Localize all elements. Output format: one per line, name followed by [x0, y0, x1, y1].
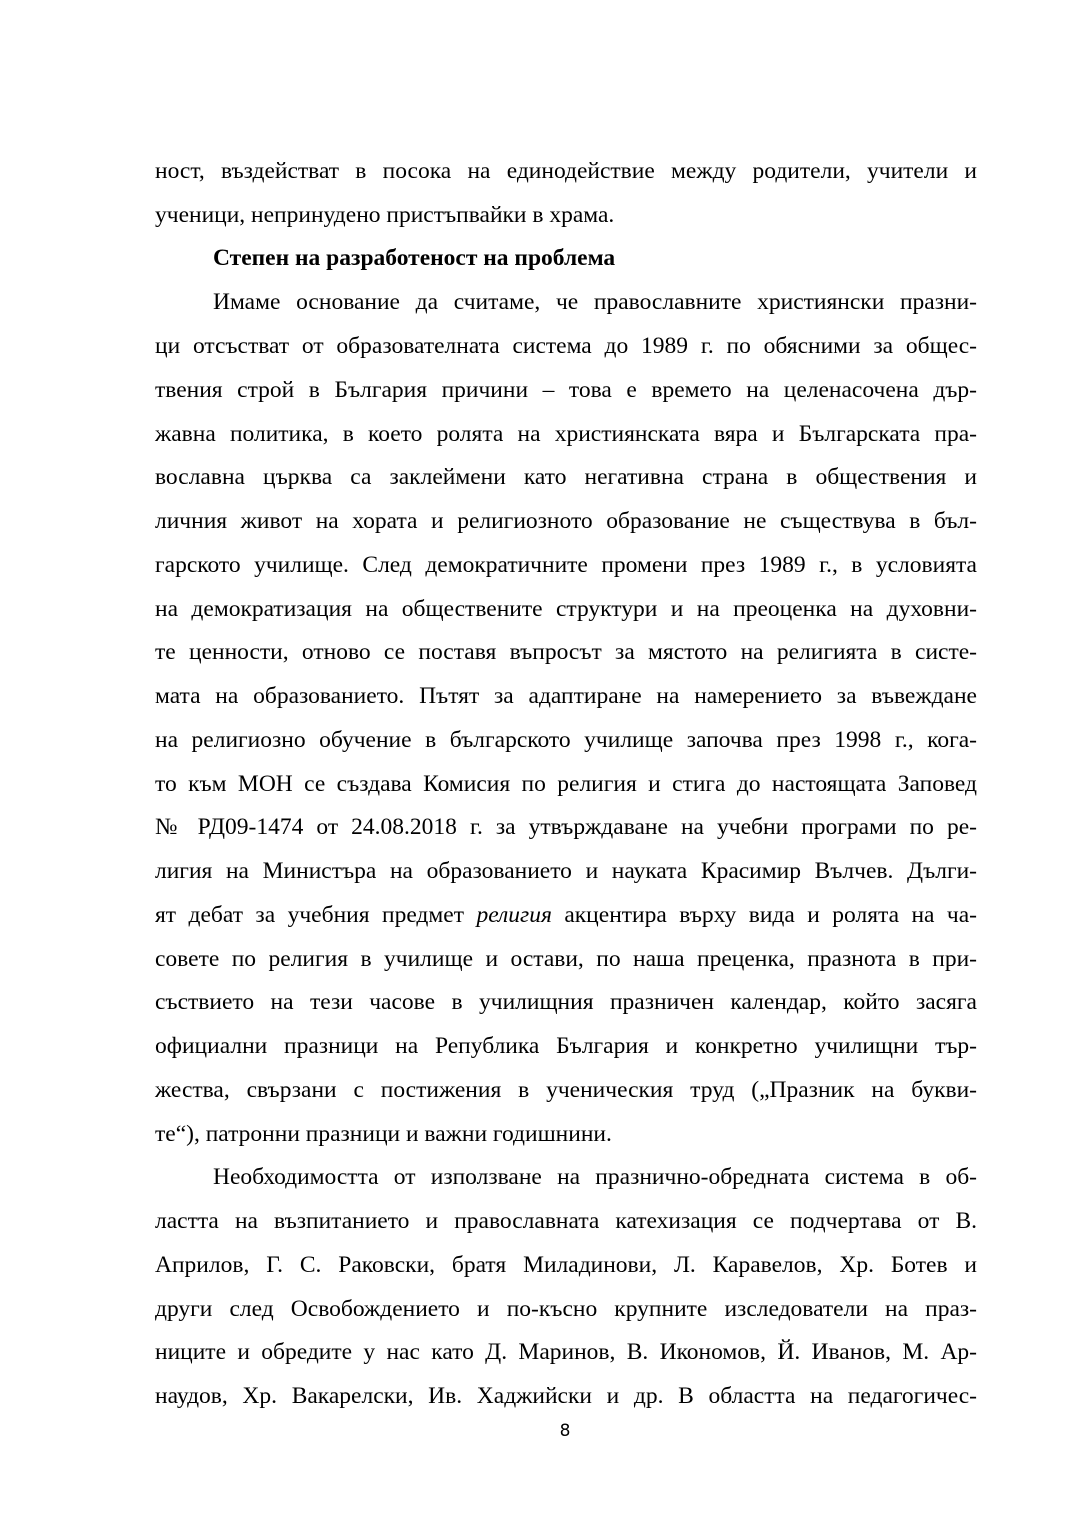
text-line: совете по религия в училище и остави, по наша преценка, празнота в при-: [155, 946, 977, 972]
text-line: Необходимостта от използване на празнично-обредната система в об-: [213, 1164, 977, 1190]
text-line: на религиозно обучение в българското училище започва през 1998 г., кога-: [155, 727, 977, 753]
text-line: официални празници на Република България и конкретно училищни тър-: [155, 1033, 977, 1059]
text-line: съствието на тези часове в училищния празничен календар, който засяга: [155, 989, 977, 1015]
text-line: гарското училище. След демократичните промени през 1989 г., в условията: [155, 552, 977, 578]
text-line: то към МОН се създава Комисия по религия и стига до настоящата Заповед: [155, 771, 977, 797]
text-segment: акцентира върху вида и ролята на ча-: [551, 902, 978, 928]
text-line: ученици, непринудено пристъпвайки в храма.: [155, 202, 615, 228]
section-heading: Степен на разработеност на проблема: [213, 245, 616, 271]
text-line: жавна политика, в което ролята на християнската вяра и Българската пра-: [155, 421, 977, 447]
text-line: ластта на възпитанието и православната катехизация се подчертава от В.: [155, 1208, 977, 1234]
page-number: 8: [559, 1421, 571, 1441]
text-line: те ценности, отново се поставя въпросът за мястото на религията в систе-: [155, 639, 977, 665]
text-line: Априлов, Г. С. Раковски, братя Миладинови, Л. Каравелов, Хр. Ботев и: [155, 1252, 977, 1278]
text-line: на демократизация на обществените структури и на преоценка на духовни-: [155, 596, 977, 622]
text-line-with-italic: [155, 900, 977, 930]
text-line: ци отсъстват от образователната система до 1989 г. по обясними за общес-: [155, 333, 977, 359]
text-line: вославна църква са заклеймени като негативна страна в обществения и: [155, 464, 977, 490]
italic-term: религия: [476, 902, 552, 928]
text-line: други след Освобождението и по-късно крупните изследователи на праз-: [155, 1296, 977, 1322]
text-line: ност, въздействат в посока на единодействие между родители, учители и: [155, 158, 977, 184]
text-line: ниците и обредите у нас като Д. Маринов, В. Икономов, Й. Иванов, М. Ар-: [155, 1339, 977, 1365]
text-segment: ят дебат за учебния предмет: [155, 902, 477, 928]
text-line: № РД09-1474 от 24.08.2018 г. за утвърждаване на учебни програми по ре-: [155, 814, 977, 840]
text-line: Имаме основание да считаме, че православните християнски празни-: [213, 289, 977, 315]
text-line: твения строй в България причини – това е времето на целенасочена дър-: [155, 377, 977, 403]
text-line: мата на образованието. Пътят за адаптиране на намерението за въвеждане: [155, 683, 977, 709]
text-line: наудов, Хр. Вакарелски, Ив. Хаджийски и др. В областта на педагогичес-: [155, 1383, 977, 1409]
text-line: те“), патронни празници и важни годишнини.: [155, 1121, 612, 1147]
text-line: жества, свързани с постижения в ученическия труд („Празник на букви-: [155, 1077, 977, 1103]
text-line: личния живот на хората и религиозното образование не съществува в бъл-: [155, 508, 977, 534]
text-line: лигия на Министъра на образованието и науката Красимир Вълчев. Дълги-: [155, 858, 977, 884]
